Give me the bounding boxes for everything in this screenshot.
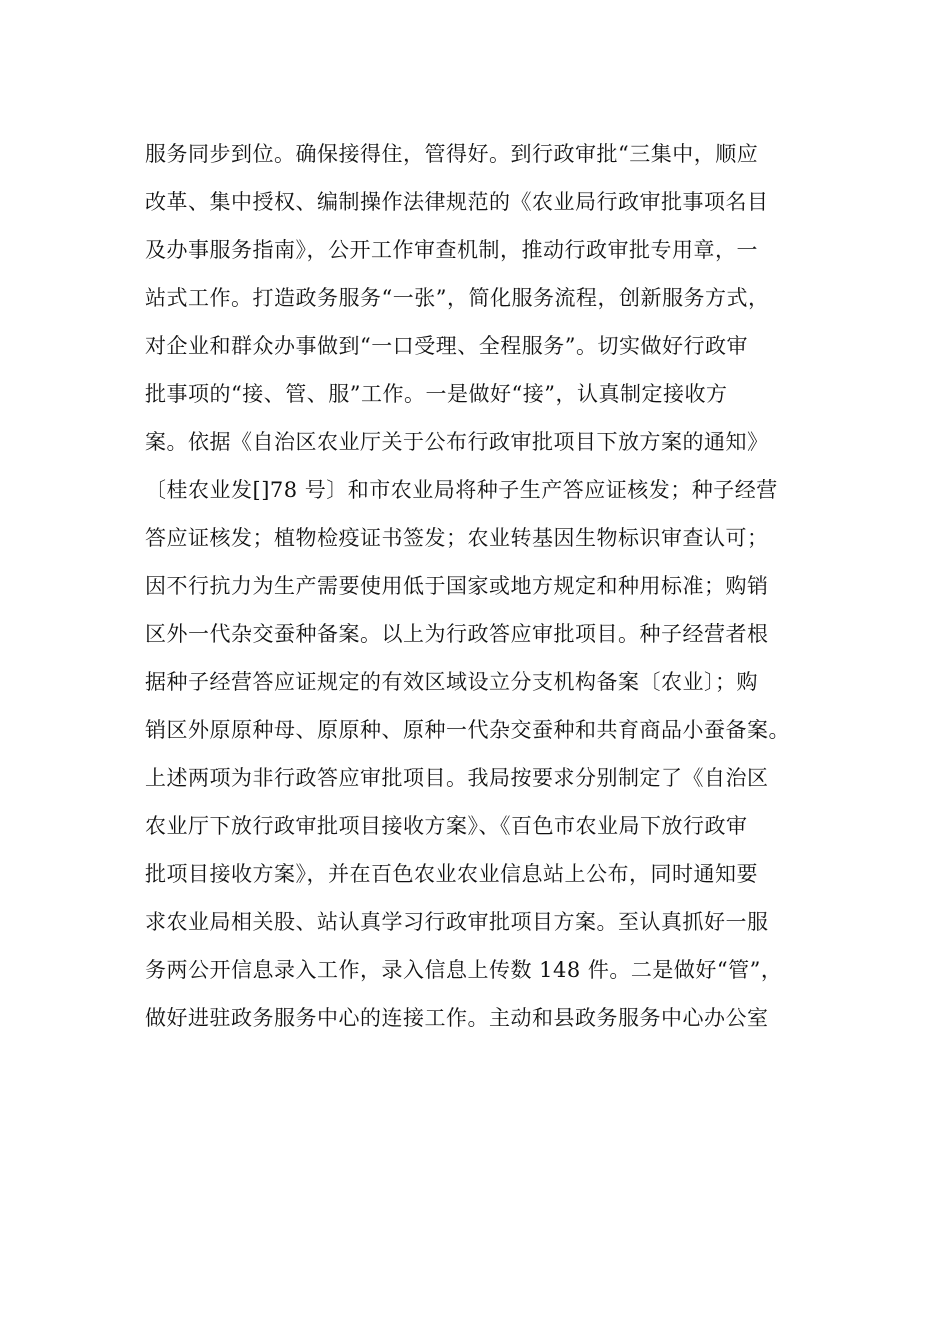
text-line: 求农业局相关股、站认真学习行政审批项目方案。至认真抓好一服 <box>145 910 769 934</box>
text-line: 改革、集中授权、编制操作法律规范的《农业局行政审批事项名目 <box>145 190 769 214</box>
text-line: 案。依据《自治区农业厅关于公布行政审批项目下放方案的通知》 <box>145 430 769 454</box>
text-line: 服务同步到位。确保接得住，管得好。到行政审批“三集中，顺应 <box>145 142 759 166</box>
text-line: 因不行抗力为生产需要使用低于国家或地方规定和种用标准；购销 <box>145 574 769 598</box>
text-line: 据种子经营答应证规定的有效区域设立分支机构备案〔农业〕；购 <box>145 670 758 694</box>
text-line: 批项目接收方案》，并在百色农业农业信息站上公布，同时通知要 <box>145 862 758 886</box>
text-line: 做好进驻政务服务中心的连接工作。主动和县政务服务中心办公室 <box>145 1006 769 1030</box>
text-line: 批事项的“接、管、服”工作。一是做好“接”，认真制定接收方 <box>145 382 728 406</box>
body-text <box>145 130 835 1042</box>
text-line: 区外一代杂交蚕种备案。以上为行政答应审批项目。种子经营者根 <box>145 622 769 646</box>
text-line: 〔桂农业发[]78 号〕和市农业局将种子生产答应证核发；种子经营 <box>145 478 778 502</box>
text-line: 对企业和群众办事做到“一口受理、全程服务”。切实做好行政审 <box>145 334 748 358</box>
text-line: 站式工作。打造政务服务“一张”，简化服务流程，创新服务方式， <box>145 286 770 310</box>
text-line: 农业厅下放行政审批项目接收方案》、《百色市农业局下放行政审 <box>145 814 748 838</box>
text-line: 答应证核发；植物检疫证书签发；农业转基因生物标识审查认可； <box>145 526 769 550</box>
text-line: 务两公开信息录入工作，录入信息上传数 148 件。二是做好“管”， <box>145 958 783 982</box>
text-line: 及办事服务指南》，公开工作审查机制，推动行政审批专用章，一 <box>145 238 758 262</box>
text-line: 上述两项为非行政答应审批项目。我局按要求分别制定了《自治区 <box>145 766 769 790</box>
text-line: 销区外原原种母、原原种、原种一代杂交蚕种和共育商品小蚕备案。 <box>145 718 790 742</box>
